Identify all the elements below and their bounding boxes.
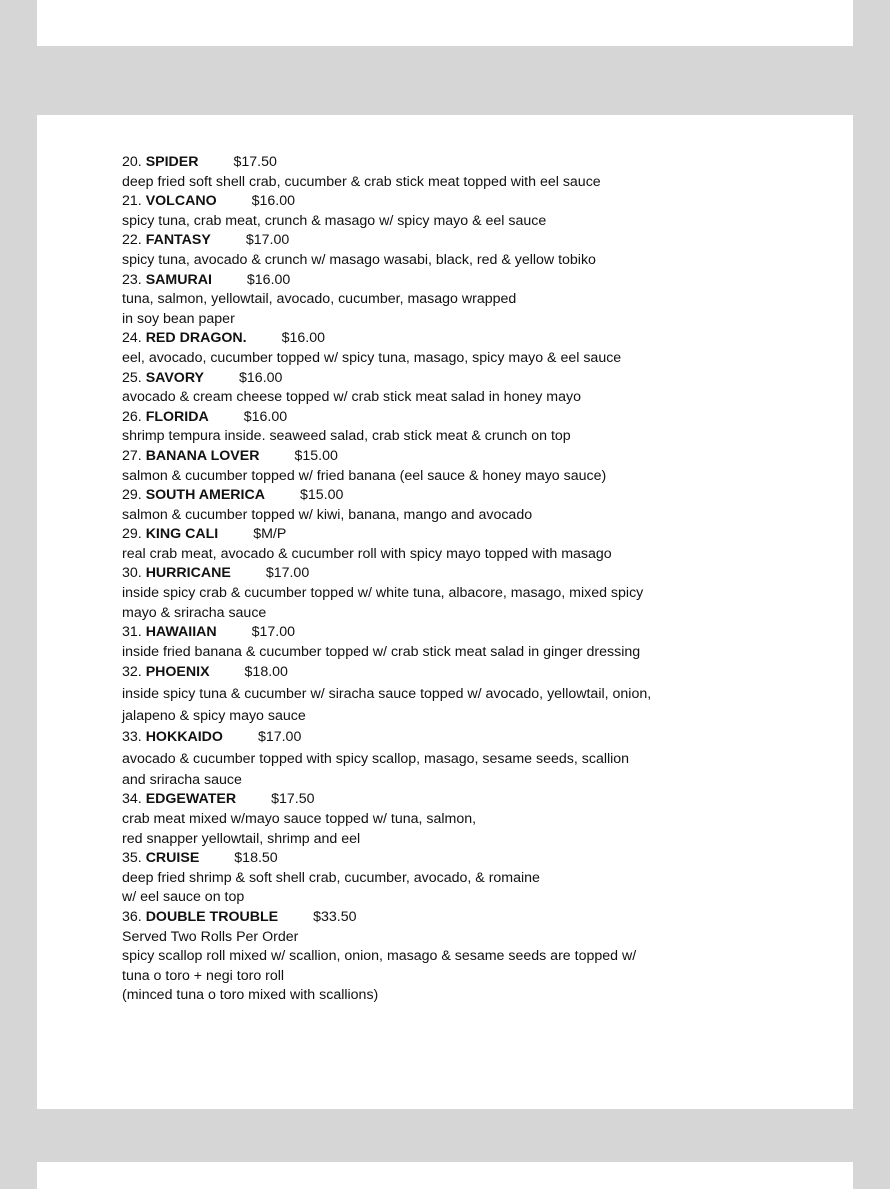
menu-item-name: BANANA LOVER <box>145 447 260 464</box>
menu-item <box>122 790 682 849</box>
menu-item-price: $17.00 <box>265 565 310 582</box>
menu-list <box>122 153 682 1006</box>
menu-item-title <box>122 369 682 389</box>
menu-item-name: VOLCANO <box>145 193 217 210</box>
menu-item-description: deep fried soft shell crab, cucumber & crab stick meat topped with eel sauce <box>122 173 601 190</box>
menu-item-description: crab meat mixed w/mayo sauce topped w/ tuna, salmon, <box>122 811 477 828</box>
menu-item <box>122 408 682 447</box>
menu-item-name: CRUISE <box>145 850 200 867</box>
menu-item-description: spicy tuna, crab meat, crunch & masago w/ spicy mayo & eel sauce <box>122 212 547 229</box>
menu-item-number: 31. <box>122 624 142 641</box>
menu-item-number: 30. <box>122 565 142 582</box>
menu-item-number: 36. <box>122 909 142 925</box>
menu-item-number: 34. <box>122 791 142 808</box>
menu-item-price: $17.50 <box>233 154 277 170</box>
menu-item-description: in soy bean paper <box>122 310 235 327</box>
menu-item-title <box>122 192 682 212</box>
menu-item-description: inside fried banana & cucumber topped w/ crab stick meat salad in ginger dressing <box>122 643 641 660</box>
menu-item-number: 23. <box>122 271 142 288</box>
menu-item-number: 20. <box>122 154 142 170</box>
menu-item-description: inside spicy crab & cucumber topped w/ white tuna, albacore, masago, mixed spicy <box>122 585 644 602</box>
menu-item <box>122 329 682 368</box>
menu-item-name: SAVORY <box>145 369 205 386</box>
menu-item-description: eel, avocado, cucumber topped w/ spicy tuna, masago, spicy mayo & eel sauce <box>122 349 622 366</box>
menu-item-price: $33.50 <box>313 909 357 925</box>
menu-item-description: Served Two Rolls Per Order <box>122 928 299 945</box>
menu-item-name: FLORIDA <box>145 408 209 425</box>
menu-item-title <box>122 486 682 506</box>
menu-item-number: 27. <box>122 447 142 464</box>
menu-item-name: FANTASY <box>145 232 211 249</box>
menu-item-title <box>122 727 682 748</box>
menu-item-number: 29. <box>122 526 142 543</box>
menu-item-price: $16.00 <box>251 193 296 210</box>
menu-item-name: SOUTH AMERICA <box>145 487 265 504</box>
menu-item-description: avocado & cream cheese topped w/ crab stick meat salad in honey mayo <box>122 389 581 406</box>
menu-item-title <box>122 790 682 810</box>
menu-item-price: $15.00 <box>294 447 338 464</box>
menu-item-title <box>122 408 682 428</box>
menu-item-description: avocado & cucumber topped with spicy scallop, masago, sesame seeds, scallion <box>122 751 630 768</box>
previous-page <box>37 0 853 46</box>
menu-item-number: 26. <box>122 408 142 425</box>
menu-item-price: $18.50 <box>234 850 278 867</box>
menu-item-description: real crab meat, avocado & cucumber roll with spicy mayo topped with masago <box>122 545 612 562</box>
menu-item-description: inside spicy tuna & cucumber w/ siracha sauce topped w/ avocado, yellowtail, onion, <box>122 686 652 703</box>
menu-item-description: spicy tuna, avocado & crunch w/ masago wasabi, black, red & yellow tobiko <box>122 251 596 268</box>
menu-item-description: and sriracha sauce <box>122 772 242 789</box>
menu-item <box>122 908 682 1006</box>
menu-item-number: 21. <box>122 193 142 210</box>
menu-item-price: $16.00 <box>281 330 325 347</box>
menu-item-price: $16.00 <box>243 408 288 425</box>
menu-item-name: KING CALI <box>145 526 219 543</box>
menu-item-name: DOUBLE TROUBLE <box>145 909 279 925</box>
menu-item-description: mayo & sriracha sauce <box>122 604 267 621</box>
menu-item-title <box>122 525 682 545</box>
menu-item-name: HAWAIIAN <box>145 624 217 641</box>
menu-item-price: $17.50 <box>271 791 315 808</box>
menu-item-title <box>122 153 682 173</box>
menu-item-name: HURRICANE <box>145 565 231 582</box>
menu-item-description: spicy scallop roll mixed w/ scallion, onion, masago & sesame seeds are topped w/ <box>122 948 637 965</box>
menu-item <box>122 153 682 192</box>
menu-item-description: jalapeno & spicy mayo sauce <box>122 708 306 725</box>
menu-item-price: $15.00 <box>299 487 344 504</box>
menu-item-price: $18.00 <box>244 664 288 681</box>
menu-item-price: $17.00 <box>257 729 302 746</box>
menu-item-description: red snapper yellowtail, shrimp and eel <box>122 830 361 847</box>
menu-item-number: 24. <box>122 330 142 347</box>
menu-item-title <box>122 662 682 683</box>
menu-item-price: $M/P <box>253 526 287 543</box>
menu-item <box>122 231 682 270</box>
menu-item-description: (minced tuna o toro mixed with scallions) <box>122 987 379 1004</box>
menu-item <box>122 369 682 408</box>
menu-item-description: tuna, salmon, yellowtail, avocado, cucumber, masago wrapped <box>122 291 517 308</box>
menu-item <box>122 727 682 790</box>
menu-item-description: shrimp tempura inside. seaweed salad, crab stick meat & crunch on top <box>122 428 571 445</box>
menu-item-description: deep fried shrimp & soft shell crab, cucumber, avocado, & romaine <box>122 869 540 886</box>
menu-item <box>122 662 682 727</box>
menu-item-description: tuna o toro + negi toro roll <box>122 967 285 984</box>
menu-item-title <box>122 908 682 928</box>
menu-item <box>122 525 682 564</box>
menu-item-name: EDGEWATER <box>145 791 237 808</box>
menu-item-name: SPIDER <box>145 154 199 170</box>
menu-item-description: salmon & cucumber topped w/ kiwi, banana, mango and avocado <box>122 506 533 523</box>
menu-item-price: $17.00 <box>251 624 296 641</box>
menu-item <box>122 623 682 662</box>
menu-item-number: 22. <box>122 232 142 249</box>
menu-item <box>122 192 682 231</box>
menu-item-description: salmon & cucumber topped w/ fried banana (eel sauce & honey mayo sauce) <box>122 467 607 484</box>
menu-item-title <box>122 849 682 869</box>
menu-item-number: 35. <box>122 850 142 867</box>
menu-item-title <box>122 623 682 643</box>
menu-page <box>37 115 853 1109</box>
menu-item <box>122 564 682 623</box>
menu-item-description: w/ eel sauce on top <box>122 889 245 906</box>
menu-item-title <box>122 447 682 467</box>
menu-item-name: RED DRAGON. <box>145 330 247 347</box>
menu-item-number: 25. <box>122 369 142 386</box>
menu-item-number: 33. <box>122 729 142 746</box>
menu-item-price: $16.00 <box>239 369 283 386</box>
menu-item-title <box>122 231 682 251</box>
menu-item <box>122 271 682 330</box>
menu-item-title <box>122 329 682 349</box>
menu-item <box>122 849 682 908</box>
menu-item <box>122 447 682 486</box>
menu-item-title <box>122 564 682 584</box>
menu-item-price: $16.00 <box>246 271 291 288</box>
menu-item-number: 32. <box>122 664 142 681</box>
menu-item-number: 29. <box>122 487 142 504</box>
menu-item-price: $17.00 <box>245 232 290 249</box>
menu-item <box>122 486 682 525</box>
next-page <box>37 1162 853 1189</box>
menu-item-name: HOKKAIDO <box>145 729 223 746</box>
menu-item-name: SAMURAI <box>145 271 212 288</box>
menu-item-title <box>122 271 682 291</box>
menu-item-name: PHOENIX <box>145 664 210 681</box>
